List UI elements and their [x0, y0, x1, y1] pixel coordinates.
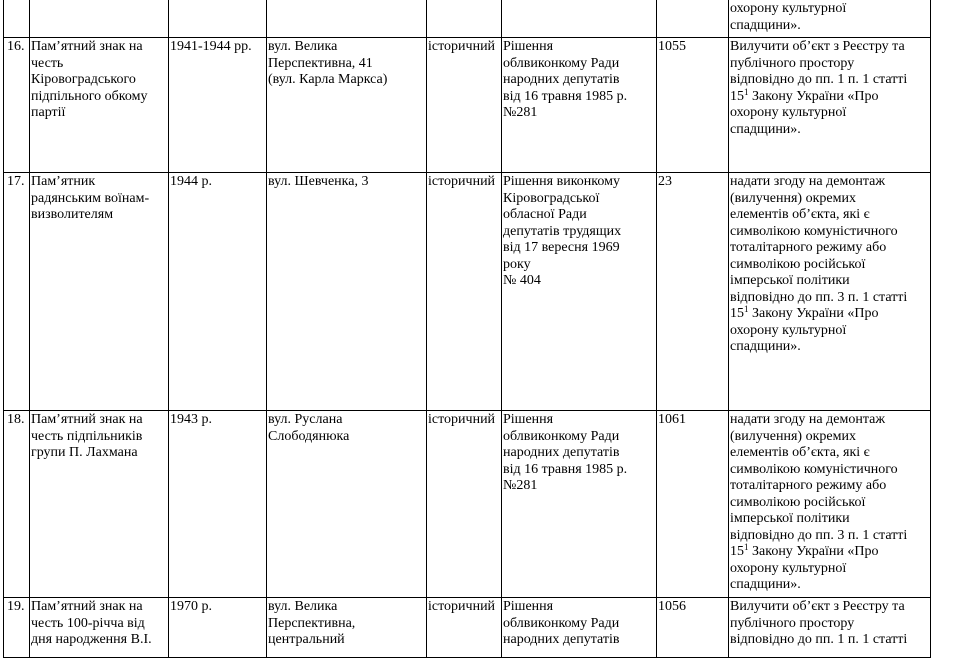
cell-line: (вилучення) окремих [730, 428, 856, 444]
cell-date: 1941-1944 рр. [169, 38, 267, 173]
cell-line: $15^1$ Закону України «Про [730, 542, 879, 559]
cell-line: символікою російської [730, 256, 866, 272]
cell-document [502, 598, 657, 658]
cell-name [30, 411, 169, 598]
cell-name [30, 173, 169, 411]
cell-line: № 404 [503, 273, 541, 288]
cell-registry-no: 1061 [657, 411, 729, 598]
cell-line: спадщини». [730, 339, 801, 354]
cell-line: елементів об’єкта, які є [730, 207, 870, 222]
cell-type: історичний [427, 598, 502, 658]
cell-line: відповідно до пп. 3 п. 1 статті [730, 527, 908, 543]
cell-type: історичний [427, 411, 502, 598]
cell-type: історичний [427, 173, 502, 411]
cell-line: партії [31, 105, 66, 120]
cell-line: облвиконкому Ради [503, 55, 620, 71]
monuments-registry-table [3, 0, 931, 658]
cell-line: охорону культурної [730, 322, 847, 338]
cell-document [502, 0, 657, 38]
cell-date: 1944 р. [169, 173, 267, 411]
cell-line: (вул. Карла Маркса) [268, 72, 388, 87]
cell-line: надати згоду на демонтаж [730, 174, 886, 189]
cell-line: тоталітарного режиму або [730, 478, 887, 493]
cell-type: історичний [427, 38, 502, 173]
cell-line: вул. Велика [268, 39, 338, 54]
cell-line: від 17 вересня 1969 [503, 240, 620, 255]
cell-line: депутатів трудящих [503, 223, 622, 239]
cell-line: Перспективна, 41 [268, 55, 373, 71]
table-row-continuation [4, 0, 931, 38]
cell-line: спадщини». [730, 17, 801, 33]
cell-num [4, 0, 30, 38]
cell-line: визволителям [31, 207, 114, 222]
cell-line: від 16 травня 1985 р. [503, 88, 628, 104]
cell-line: Пам’ятник [31, 174, 96, 189]
cell-line: охорону культурної [730, 105, 847, 120]
cell-line: тоталітарного режиму або [730, 240, 887, 255]
cell-date [169, 0, 267, 38]
cell-line: символікою комуністичного [730, 223, 898, 239]
table-row [4, 38, 931, 173]
cell-line: підпільного обкому [31, 88, 148, 104]
table-row [4, 598, 931, 658]
cell-line: Вилучити об’єкт з Реєстру та [730, 39, 905, 54]
cell-line: спадщини». [730, 121, 801, 137]
cell-line: символікою російської [730, 494, 866, 510]
table-row [4, 411, 931, 598]
cell-line: Вилучити об’єкт з Реєстру та [730, 599, 905, 614]
cell-line: Рішення [503, 412, 554, 427]
cell-address [267, 598, 427, 658]
cell-registry-no: 1055 [657, 38, 729, 173]
cell-line: Перспективна, [268, 615, 356, 631]
cell-date: 1943 р. [169, 411, 267, 598]
cell-address [267, 173, 427, 411]
cell-line: Рішення [503, 599, 554, 614]
cell-line: честь 100-річча від [31, 615, 145, 631]
cell-line: $15^1$ Закону України «Про [730, 304, 879, 321]
cell-type [427, 0, 502, 38]
cell-line: дня народження В.І. [31, 632, 152, 647]
cell-line: елементів об’єкта, які є [730, 445, 870, 460]
cell-line: публічного простору [730, 615, 855, 631]
cell-document [502, 38, 657, 173]
cell-line: честь підпільників [31, 428, 143, 444]
cell-line: публічного простору [730, 55, 855, 71]
cell-line: надати згоду на демонтаж [730, 412, 886, 427]
cell-address [267, 0, 427, 38]
cell-line: вул. Велика [268, 599, 338, 614]
cell-line: символікою комуністичного [730, 461, 898, 477]
cell-line: Пам’ятний знак на [31, 412, 143, 427]
cell-action [729, 38, 931, 173]
cell-line: Рішення виконкому [503, 174, 620, 189]
cell-line: (вилучення) окремих [730, 190, 856, 206]
cell-line: спадщини». [730, 577, 801, 592]
cell-action [729, 173, 931, 411]
cell-line: відповідно до пп. 3 п. 1 статті [730, 289, 908, 305]
cell-registry-no [657, 0, 729, 38]
cell-num: 18. [4, 411, 30, 598]
cell-line: Кіровоградського [31, 72, 136, 87]
cell-num: 17. [4, 173, 30, 411]
cell-line: обласної Ради [503, 207, 587, 222]
cell-line: імперської політики [730, 511, 850, 526]
cell-address [267, 411, 427, 598]
cell-registry-no: 1056 [657, 598, 729, 658]
cell-line: Кіровоградської [503, 190, 600, 206]
cell-line: Слободянюка [268, 428, 350, 444]
cell-document [502, 411, 657, 598]
cell-line: народних депутатів [503, 72, 620, 87]
cell-action [729, 598, 931, 658]
cell-line: відповідно до пп. 1 п. 1 статті [730, 632, 908, 647]
cell-line: Рішення [503, 39, 554, 54]
cell-line: відповідно до пп. 1 п. 1 статті [730, 72, 908, 87]
cell-line: облвиконкому Ради [503, 615, 620, 631]
cell-action [729, 0, 931, 38]
cell-line: $15^1$ Закону України «Про [730, 86, 879, 104]
cell-action [729, 411, 931, 598]
cell-num: 16. [4, 38, 30, 173]
cell-document [502, 173, 657, 411]
cell-line: Пам’ятний знак на [31, 599, 143, 614]
cell-line: групи П. Лахмана [31, 445, 138, 460]
cell-line: облвиконкому Ради [503, 428, 620, 444]
cell-line: честь [31, 55, 64, 71]
cell-address [267, 38, 427, 173]
cell-line: №281 [503, 478, 538, 493]
cell-date: 1970 р. [169, 598, 267, 658]
cell-line: центральний [268, 632, 345, 647]
cell-line: вул. Руслана [268, 412, 343, 427]
cell-line: народних депутатів [503, 445, 620, 460]
cell-line: народних депутатів [503, 632, 620, 647]
table-row [4, 173, 931, 411]
cell-line: Пам’ятний знак на [31, 39, 143, 54]
cell-line: від 16 травня 1985 р. [503, 461, 628, 477]
cell-line: охорону культурної [730, 560, 847, 576]
cell-line: року [503, 256, 531, 272]
cell-name [30, 598, 169, 658]
cell-line: вул. Шевченка, 3 [268, 174, 369, 189]
cell-line: радянським воїнам- [31, 190, 150, 206]
cell-line: імперської політики [730, 273, 850, 288]
cell-name [30, 38, 169, 173]
cell-line: охорону культурної [730, 1, 847, 16]
cell-num: 19. [4, 598, 30, 658]
cell-line: №281 [503, 105, 538, 120]
cell-name [30, 0, 169, 38]
cell-registry-no: 23 [657, 173, 729, 411]
